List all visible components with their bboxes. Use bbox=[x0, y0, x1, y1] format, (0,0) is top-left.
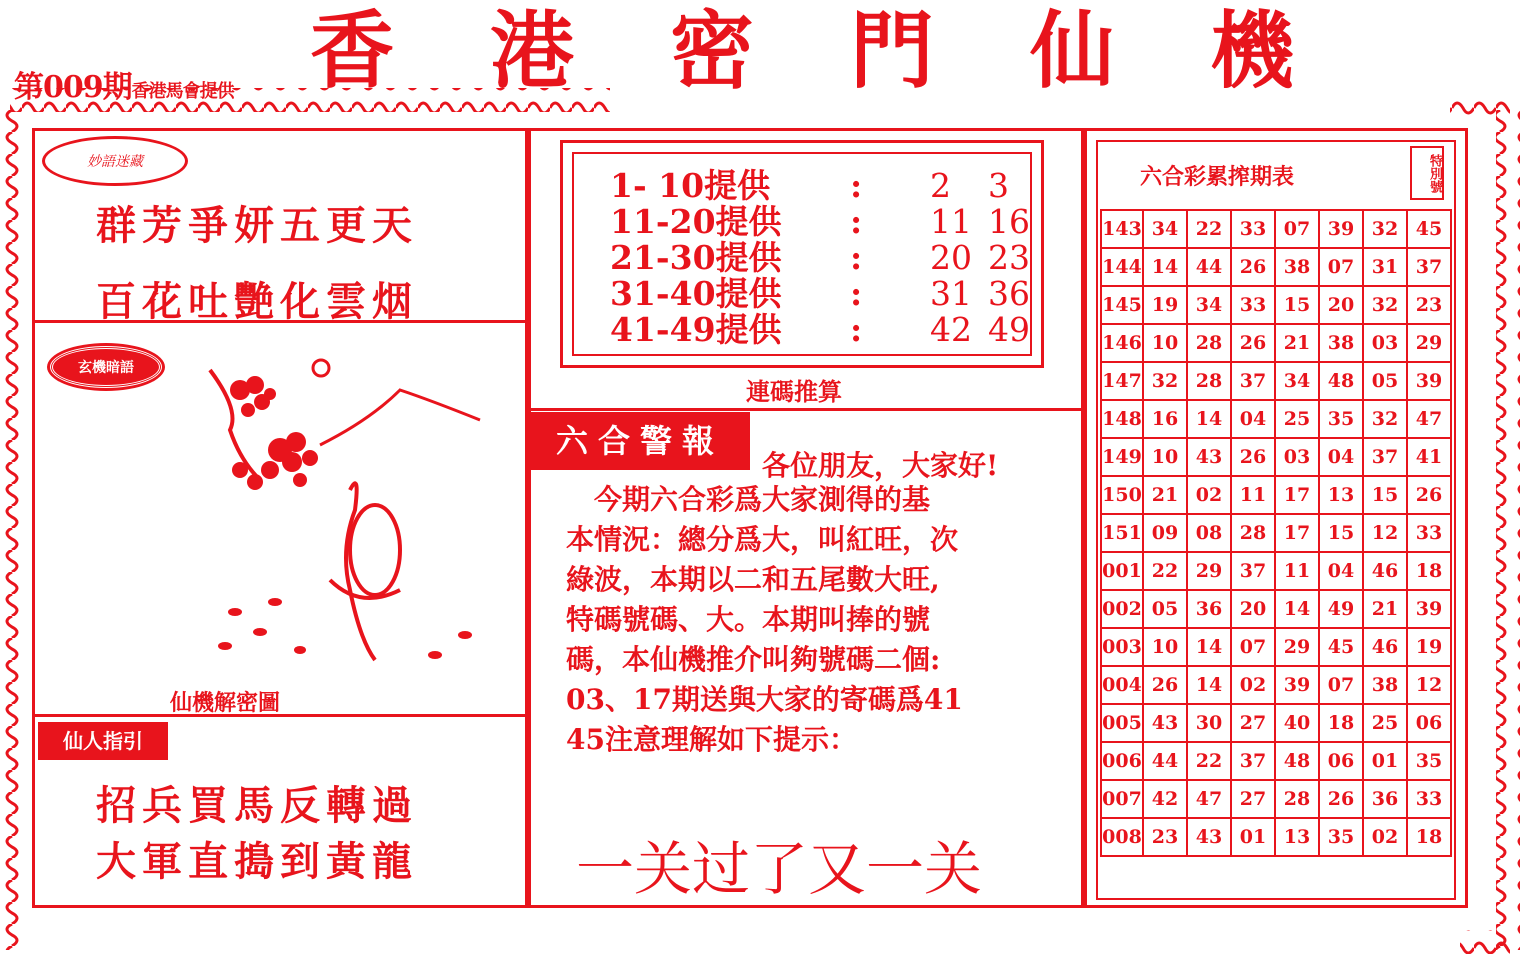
ball-number-cell: 25 bbox=[1275, 400, 1319, 438]
ball-number-cell: 30 bbox=[1187, 704, 1231, 742]
ball-number-cell: 26 bbox=[1231, 248, 1275, 286]
ball-number-cell: 47 bbox=[1407, 400, 1451, 438]
ball-number-cell: 09 bbox=[1143, 514, 1187, 552]
draw-number-cell: 148 bbox=[1101, 400, 1143, 438]
ball-number-cell: 01 bbox=[1363, 742, 1407, 780]
table-row bbox=[1101, 324, 1451, 362]
title-char: 機 bbox=[1210, 2, 1295, 100]
table-row bbox=[1101, 666, 1451, 704]
ball-number-cell: 32 bbox=[1363, 400, 1407, 438]
tip-range: 1- 10提供 bbox=[610, 166, 771, 205]
ball-number-cell: 44 bbox=[1143, 742, 1187, 780]
draw-number-cell: 145 bbox=[1101, 286, 1143, 324]
ball-number-cell: 14 bbox=[1143, 248, 1187, 286]
ball-number-cell: 27 bbox=[1231, 780, 1275, 818]
draw-number-cell: 150 bbox=[1101, 476, 1143, 514]
ball-number-cell: 26 bbox=[1407, 476, 1451, 514]
ball-number-cell: 18 bbox=[1319, 704, 1363, 742]
ball-number-cell: 34 bbox=[1143, 210, 1187, 248]
ball-number-cell: 35 bbox=[1319, 400, 1363, 438]
ball-number-cell: 05 bbox=[1363, 362, 1407, 400]
ball-number-cell: 16 bbox=[1143, 400, 1187, 438]
ball-number-cell: 43 bbox=[1143, 704, 1187, 742]
paragraph-line: 特碼號碼、大。本期叫捧的號 bbox=[566, 603, 931, 636]
ball-number-cell: 04 bbox=[1231, 400, 1275, 438]
tip-row bbox=[610, 240, 1046, 276]
ball-number-cell: 32 bbox=[1143, 362, 1187, 400]
ball-number-cell: 12 bbox=[1407, 666, 1451, 704]
table-row bbox=[1101, 210, 1451, 248]
ball-number-cell: 03 bbox=[1275, 438, 1319, 476]
tip-number: 16 bbox=[988, 202, 1030, 241]
tip-colon: : bbox=[850, 166, 863, 205]
ball-number-cell: 22 bbox=[1187, 210, 1231, 248]
issue-provider: 香港馬會提供 bbox=[131, 81, 234, 102]
ball-number-cell: 28 bbox=[1231, 514, 1275, 552]
ball-number-cell: 39 bbox=[1319, 210, 1363, 248]
ball-number-cell: 23 bbox=[1143, 818, 1187, 856]
ball-number-cell: 49 bbox=[1319, 590, 1363, 628]
ball-number-cell: 11 bbox=[1275, 552, 1319, 590]
ball-number-cell: 14 bbox=[1187, 400, 1231, 438]
ball-number-cell: 11 bbox=[1231, 476, 1275, 514]
table-row bbox=[1101, 438, 1451, 476]
ball-number-cell: 35 bbox=[1407, 742, 1451, 780]
page-title bbox=[310, 2, 1295, 100]
ball-number-cell: 18 bbox=[1407, 818, 1451, 856]
tip-colon: : bbox=[850, 202, 863, 241]
ball-number-cell: 23 bbox=[1407, 286, 1451, 324]
draw-number-cell: 008 bbox=[1101, 818, 1143, 856]
draw-number-cell: 003 bbox=[1101, 628, 1143, 666]
ball-number-cell: 02 bbox=[1187, 476, 1231, 514]
ball-number-cell: 33 bbox=[1231, 286, 1275, 324]
tip-row bbox=[610, 168, 1046, 204]
ball-number-cell: 19 bbox=[1143, 286, 1187, 324]
ball-number-cell: 10 bbox=[1143, 628, 1187, 666]
tip-row bbox=[610, 204, 1046, 240]
special-number-label bbox=[1410, 146, 1444, 200]
greeting: 各位朋友，大家好! bbox=[762, 449, 999, 482]
ball-number-cell: 21 bbox=[1275, 324, 1319, 362]
ball-number-cell: 33 bbox=[1407, 780, 1451, 818]
history-title: 六合彩累搾期表 bbox=[1140, 164, 1295, 190]
ball-number-cell: 39 bbox=[1407, 362, 1451, 400]
draw-number-cell: 005 bbox=[1101, 704, 1143, 742]
ball-number-cell: 10 bbox=[1143, 324, 1187, 362]
table-row bbox=[1101, 818, 1451, 856]
title-char: 仙 bbox=[1030, 2, 1115, 100]
ball-number-cell: 07 bbox=[1231, 628, 1275, 666]
draw-number-cell: 149 bbox=[1101, 438, 1143, 476]
table-row bbox=[1101, 780, 1451, 818]
forecast-paragraph bbox=[566, 480, 963, 760]
ball-number-cell: 26 bbox=[1143, 666, 1187, 704]
issue-label bbox=[14, 62, 234, 106]
ball-number-cell: 37 bbox=[1231, 552, 1275, 590]
ball-number-cell: 39 bbox=[1275, 666, 1319, 704]
ball-number-cell: 26 bbox=[1231, 438, 1275, 476]
draw-number-cell: 143 bbox=[1101, 210, 1143, 248]
middle-divider bbox=[528, 408, 1084, 411]
ball-number-cell: 03 bbox=[1363, 324, 1407, 362]
ball-number-cell: 25 bbox=[1363, 704, 1407, 742]
table-row bbox=[1101, 742, 1451, 780]
ball-number-cell: 14 bbox=[1187, 628, 1231, 666]
tip-colon: : bbox=[850, 310, 863, 349]
ball-number-cell: 44 bbox=[1187, 248, 1231, 286]
hint-badge bbox=[50, 346, 162, 388]
ball-number-cell: 26 bbox=[1231, 324, 1275, 362]
ball-number-cell: 41 bbox=[1407, 438, 1451, 476]
ball-number-cell: 15 bbox=[1319, 514, 1363, 552]
ball-number-cell: 10 bbox=[1143, 438, 1187, 476]
draw-number-cell: 004 bbox=[1101, 666, 1143, 704]
table-row bbox=[1101, 362, 1451, 400]
guide-label: 仙人指引 bbox=[38, 722, 168, 760]
tip-range: 11-20提供 bbox=[610, 202, 782, 241]
picture-caption: 仙機解密圖 bbox=[170, 690, 281, 716]
ball-number-cell: 32 bbox=[1363, 286, 1407, 324]
tip-number: 3 bbox=[988, 166, 1009, 205]
ball-number-cell: 08 bbox=[1187, 514, 1231, 552]
ball-number-cell: 34 bbox=[1187, 286, 1231, 324]
draw-number-cell: 007 bbox=[1101, 780, 1143, 818]
ball-number-cell: 05 bbox=[1143, 590, 1187, 628]
ball-number-cell: 43 bbox=[1187, 818, 1231, 856]
hint-text: 一关过了又一关 bbox=[576, 835, 983, 903]
ball-number-cell: 42 bbox=[1143, 780, 1187, 818]
ball-number-cell: 06 bbox=[1407, 704, 1451, 742]
draw-number-cell: 001 bbox=[1101, 552, 1143, 590]
draw-number-cell: 146 bbox=[1101, 324, 1143, 362]
ball-number-cell: 48 bbox=[1275, 742, 1319, 780]
ball-number-cell: 39 bbox=[1407, 590, 1451, 628]
table-row bbox=[1101, 476, 1451, 514]
paragraph-line: 本情況：總分爲大，叫紅旺，次 bbox=[566, 523, 959, 556]
table-row bbox=[1101, 248, 1451, 286]
tip-number: 31 bbox=[930, 274, 972, 313]
ball-number-cell: 38 bbox=[1319, 324, 1363, 362]
tip-number: 42 bbox=[930, 310, 972, 349]
ball-number-cell: 35 bbox=[1319, 818, 1363, 856]
alert-label: 六合警報 bbox=[530, 412, 750, 470]
tip-row bbox=[610, 312, 1046, 348]
tip-number: 36 bbox=[988, 274, 1030, 313]
ball-number-cell: 37 bbox=[1231, 362, 1275, 400]
ball-number-cell: 48 bbox=[1319, 362, 1363, 400]
title-char: 門 bbox=[850, 2, 935, 100]
ball-number-cell: 38 bbox=[1363, 666, 1407, 704]
tip-number: 11 bbox=[930, 202, 972, 241]
ball-number-cell: 21 bbox=[1143, 476, 1187, 514]
tip-range: 21-30提供 bbox=[610, 238, 782, 277]
ball-number-cell: 36 bbox=[1187, 590, 1231, 628]
ball-number-cell: 18 bbox=[1407, 552, 1451, 590]
ball-number-cell: 37 bbox=[1231, 742, 1275, 780]
ball-number-cell: 29 bbox=[1275, 628, 1319, 666]
ball-number-cell: 38 bbox=[1275, 248, 1319, 286]
ball-number-cell: 22 bbox=[1187, 742, 1231, 780]
ball-number-cell: 45 bbox=[1319, 628, 1363, 666]
ball-number-cell: 02 bbox=[1363, 818, 1407, 856]
ball-number-cell: 04 bbox=[1319, 552, 1363, 590]
tips-list bbox=[610, 168, 1046, 348]
issue-number: 第009期 bbox=[14, 70, 132, 105]
paragraph-line: 綠波，本期以二和五尾數大旺, bbox=[566, 563, 940, 596]
ball-number-cell: 45 bbox=[1407, 210, 1451, 248]
ball-number-cell: 28 bbox=[1187, 362, 1231, 400]
ball-number-cell: 28 bbox=[1187, 324, 1231, 362]
draw-number-cell: 006 bbox=[1101, 742, 1143, 780]
draw-number-cell: 144 bbox=[1101, 248, 1143, 286]
ball-number-cell: 14 bbox=[1275, 590, 1319, 628]
ball-number-cell: 28 bbox=[1275, 780, 1319, 818]
ball-number-cell: 32 bbox=[1363, 210, 1407, 248]
table-row bbox=[1101, 552, 1451, 590]
ball-number-cell: 13 bbox=[1319, 476, 1363, 514]
ball-number-cell: 01 bbox=[1231, 818, 1275, 856]
ball-number-cell: 36 bbox=[1363, 780, 1407, 818]
tip-colon: : bbox=[850, 238, 863, 277]
fairy-illustration bbox=[200, 350, 500, 680]
table-row bbox=[1101, 514, 1451, 552]
ball-number-cell: 02 bbox=[1231, 666, 1275, 704]
poem-line: 招兵買馬反轉過 bbox=[96, 782, 418, 829]
tip-range: 31-40提供 bbox=[610, 274, 782, 313]
paragraph-line: 今期六合彩爲大家測得的基 bbox=[566, 483, 931, 516]
ball-number-cell: 21 bbox=[1363, 590, 1407, 628]
ball-number-cell: 06 bbox=[1319, 742, 1363, 780]
ball-number-cell: 31 bbox=[1363, 248, 1407, 286]
poem-line: 百花吐艷化雲烟 bbox=[96, 278, 418, 325]
top-poem bbox=[96, 188, 418, 340]
ball-number-cell: 33 bbox=[1407, 514, 1451, 552]
tips-caption: 連碼推算 bbox=[746, 377, 842, 406]
ball-number-cell: 22 bbox=[1143, 552, 1187, 590]
ball-number-cell: 13 bbox=[1275, 818, 1319, 856]
paragraph-line: 03、17期送與大家的寄碼爲41 bbox=[566, 683, 963, 716]
poem-line: 大軍直搗到黃龍 bbox=[96, 838, 418, 885]
special-number-text: 特別號 bbox=[1427, 153, 1442, 193]
ball-number-cell: 07 bbox=[1319, 666, 1363, 704]
table-row bbox=[1101, 400, 1451, 438]
ball-number-cell: 07 bbox=[1319, 248, 1363, 286]
draw-number-cell: 002 bbox=[1101, 590, 1143, 628]
paragraph-line: 碼，本仙機推介叫夠號碼二個: bbox=[566, 643, 941, 676]
ball-number-cell: 29 bbox=[1187, 552, 1231, 590]
title-char: 香 bbox=[310, 2, 395, 100]
ball-number-cell: 17 bbox=[1275, 476, 1319, 514]
ball-number-cell: 46 bbox=[1363, 628, 1407, 666]
tip-number: 23 bbox=[988, 238, 1030, 277]
ball-number-cell: 19 bbox=[1407, 628, 1451, 666]
ball-number-cell: 15 bbox=[1275, 286, 1319, 324]
history-table bbox=[1100, 209, 1452, 857]
table-row bbox=[1101, 628, 1451, 666]
table-row bbox=[1101, 704, 1451, 742]
ball-number-cell: 27 bbox=[1231, 704, 1275, 742]
draw-number-cell: 147 bbox=[1101, 362, 1143, 400]
ball-number-cell: 17 bbox=[1275, 514, 1319, 552]
hint-badge-label: 玄機暗語 bbox=[78, 360, 134, 376]
tip-range: 41-49提供 bbox=[610, 310, 782, 349]
table-row bbox=[1101, 286, 1451, 324]
ball-number-cell: 37 bbox=[1407, 248, 1451, 286]
title-char: 港 bbox=[490, 2, 575, 100]
ball-number-cell: 12 bbox=[1363, 514, 1407, 552]
ball-number-cell: 34 bbox=[1275, 362, 1319, 400]
paragraph-line: 45注意理解如下提示： bbox=[566, 723, 857, 756]
ball-number-cell: 29 bbox=[1407, 324, 1451, 362]
poem-line: 群芳爭妍五更天 bbox=[96, 202, 418, 249]
ball-number-cell: 26 bbox=[1319, 780, 1363, 818]
ball-number-cell: 46 bbox=[1363, 552, 1407, 590]
draw-number-cell: 151 bbox=[1101, 514, 1143, 552]
ball-number-cell: 14 bbox=[1187, 666, 1231, 704]
bottom-poem bbox=[96, 778, 418, 890]
tip-colon: : bbox=[850, 274, 863, 313]
ball-number-cell: 15 bbox=[1363, 476, 1407, 514]
ball-number-cell: 40 bbox=[1275, 704, 1319, 742]
tip-number: 2 bbox=[930, 166, 951, 205]
tip-number: 20 bbox=[930, 238, 972, 277]
tip-row bbox=[610, 276, 1046, 312]
table-row bbox=[1101, 590, 1451, 628]
ball-number-cell: 20 bbox=[1319, 286, 1363, 324]
ball-number-cell: 20 bbox=[1231, 590, 1275, 628]
ball-number-cell: 47 bbox=[1187, 780, 1231, 818]
tip-number: 49 bbox=[988, 310, 1030, 349]
ball-number-cell: 07 bbox=[1275, 210, 1319, 248]
riddle-badge-label: 妙語迷藏 bbox=[87, 154, 143, 170]
ball-number-cell: 37 bbox=[1363, 438, 1407, 476]
ball-number-cell: 04 bbox=[1319, 438, 1363, 476]
ball-number-cell: 43 bbox=[1187, 438, 1231, 476]
title-char: 密 bbox=[670, 2, 755, 100]
ball-number-cell: 33 bbox=[1231, 210, 1275, 248]
riddle-badge bbox=[42, 136, 188, 186]
